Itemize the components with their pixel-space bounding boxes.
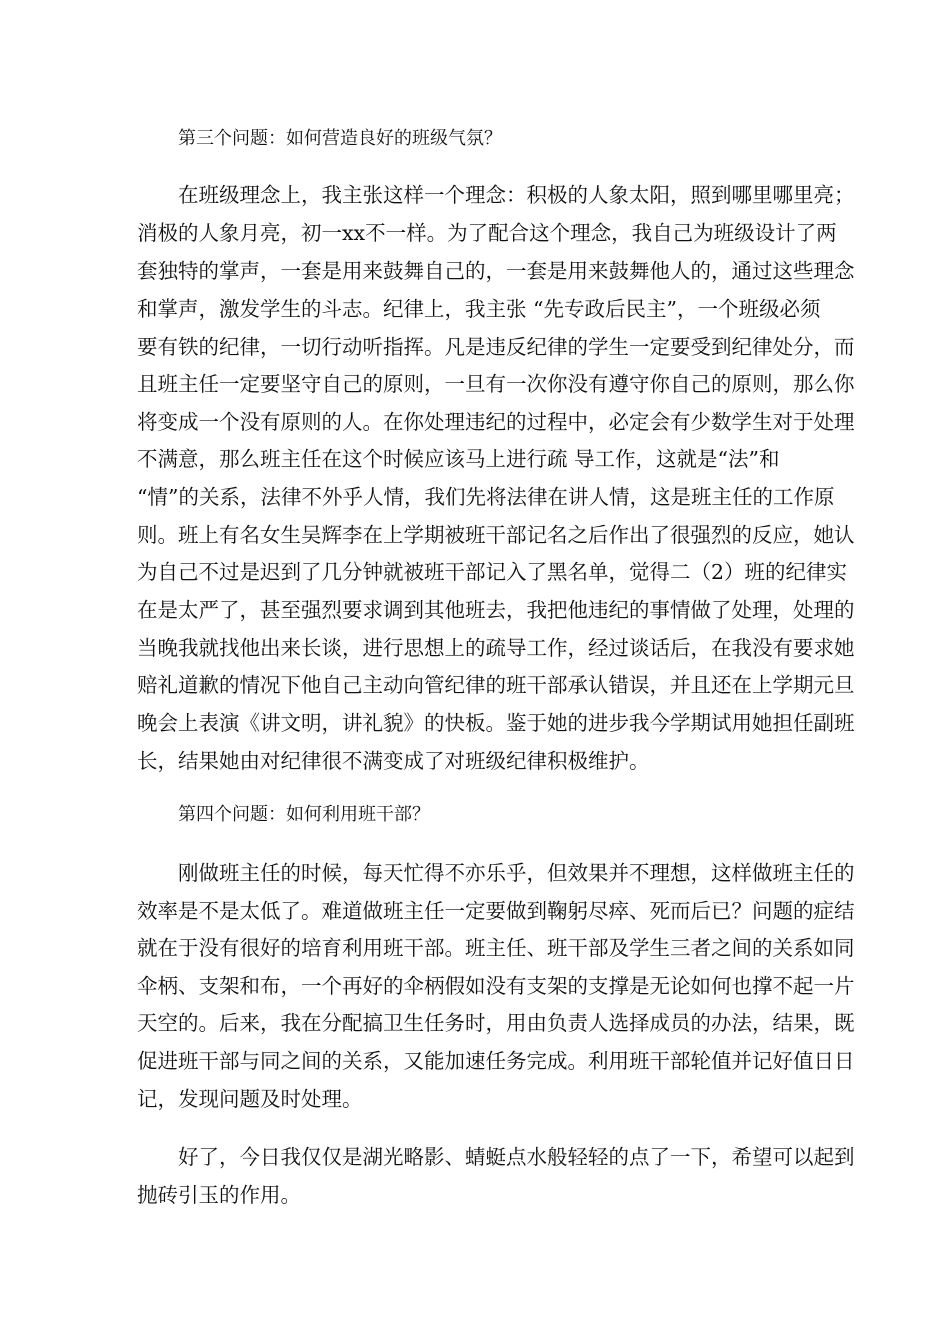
paragraph-line: 刚做班主任的时候，每天忙得不亦乐乎，但效果并不理想，这样做班主任的: [178, 861, 855, 885]
paragraph-line: 好了，今日我仅仅是湖光略影、蜻蜓点水般轻轻的点了一下，希望可以起到: [178, 1145, 855, 1169]
paragraph-line: 长，结果她由对纪律很不满变成了对班级纪律积极维护。: [137, 749, 650, 773]
paragraph-line: 赔礼道歉的情况下他自己主动向管纪律的班干部承认错误，并且还在上学期元旦: [137, 673, 855, 697]
section-heading-4: 第四个问题：如何利用班干部？: [178, 804, 430, 825]
paragraph-line: 当晚我就找他出来长谈，进行思想上的疏导工作，经过谈话后，在我没有要求她: [137, 636, 855, 660]
paragraph-line: 消极的人象月亮，初一xx不一样。为了配合这个理念，我自己为班级设计了两: [137, 221, 837, 245]
paragraph-line: 和掌声，激发学生的斗志。纪律上，我主张 “先专政后民主”，一个班级必须: [137, 297, 821, 321]
paragraph-line: 就在于没有很好的培育利用班干部。班主任、班干部及学生三者之间的关系如同: [137, 936, 855, 960]
paragraph-line: 在班级理念上，我主张这样一个理念：积极的人象太阳，照到哪里哪里亮；: [178, 183, 855, 207]
paragraph-line: 将变成一个没有原则的人。在你处理违纪的过程中，必定会有少数学生对于处理: [137, 410, 855, 434]
paragraph-line: 抛砖引玉的作用。: [137, 1183, 301, 1207]
paragraph-line: 在是太严了，甚至强烈要求调到其他班去，我把他违纪的事情做了处理，处理的: [137, 598, 855, 622]
paragraph-line: 晚会上表演《讲文明，讲礼貌》的快板。鉴于她的进步我今学期试用她担任副班: [137, 711, 855, 735]
paragraph-line: 天空的。后来，我在分配搞卫生任务时，用由负责人选择成员的办法，结果，既: [137, 1011, 855, 1035]
paragraph-line: 套独特的掌声，一套是用来鼓舞自己的，一套是用来鼓舞他人的，通过这些理念: [137, 259, 855, 283]
section-heading-3: 第三个问题：如何营造良好的班级气氛？: [178, 128, 502, 149]
paragraph-line: 促进班干部与同之间的关系，又能加速任务完成。利用班干部轮值并记好值日日: [137, 1049, 855, 1073]
paragraph-line: 且班主任一定要坚守自己的原则，一旦有一次你没有遵守你自己的原则，那么你: [137, 372, 855, 396]
paragraph-line: 伞柄、支架和布，一个再好的伞柄假如没有支架的支撑是无论如何也撑不起一片: [137, 974, 855, 998]
paragraph-line: 不满意，那么班主任在这个时候应该马上进行疏 导工作，这就是“法”和: [137, 447, 780, 471]
paragraph-line: “情”的关系，法律不外乎人情，我们先将法律在讲人情，这是班主任的工作原: [137, 485, 835, 509]
paragraph-line: 为自己不过是迟到了几分钟就被班干部记入了黑名单，觉得二（2）班的纪律实: [137, 560, 848, 584]
paragraph-line: 要有铁的纪律，一切行动听指挥。凡是违反纪律的学生一定要受到纪律处分，而: [137, 335, 855, 359]
paragraph-line: 记，发现问题及时处理。: [137, 1087, 363, 1111]
paragraph-line: 效率是不是太低了。难道做班主任一定要做到鞠躬尽瘁、死而后已？问题的症结: [137, 899, 855, 923]
paragraph-line: 则。班上有名女生吴辉李在上学期被班干部记名之后作出了很强烈的反应，她认: [137, 523, 855, 547]
